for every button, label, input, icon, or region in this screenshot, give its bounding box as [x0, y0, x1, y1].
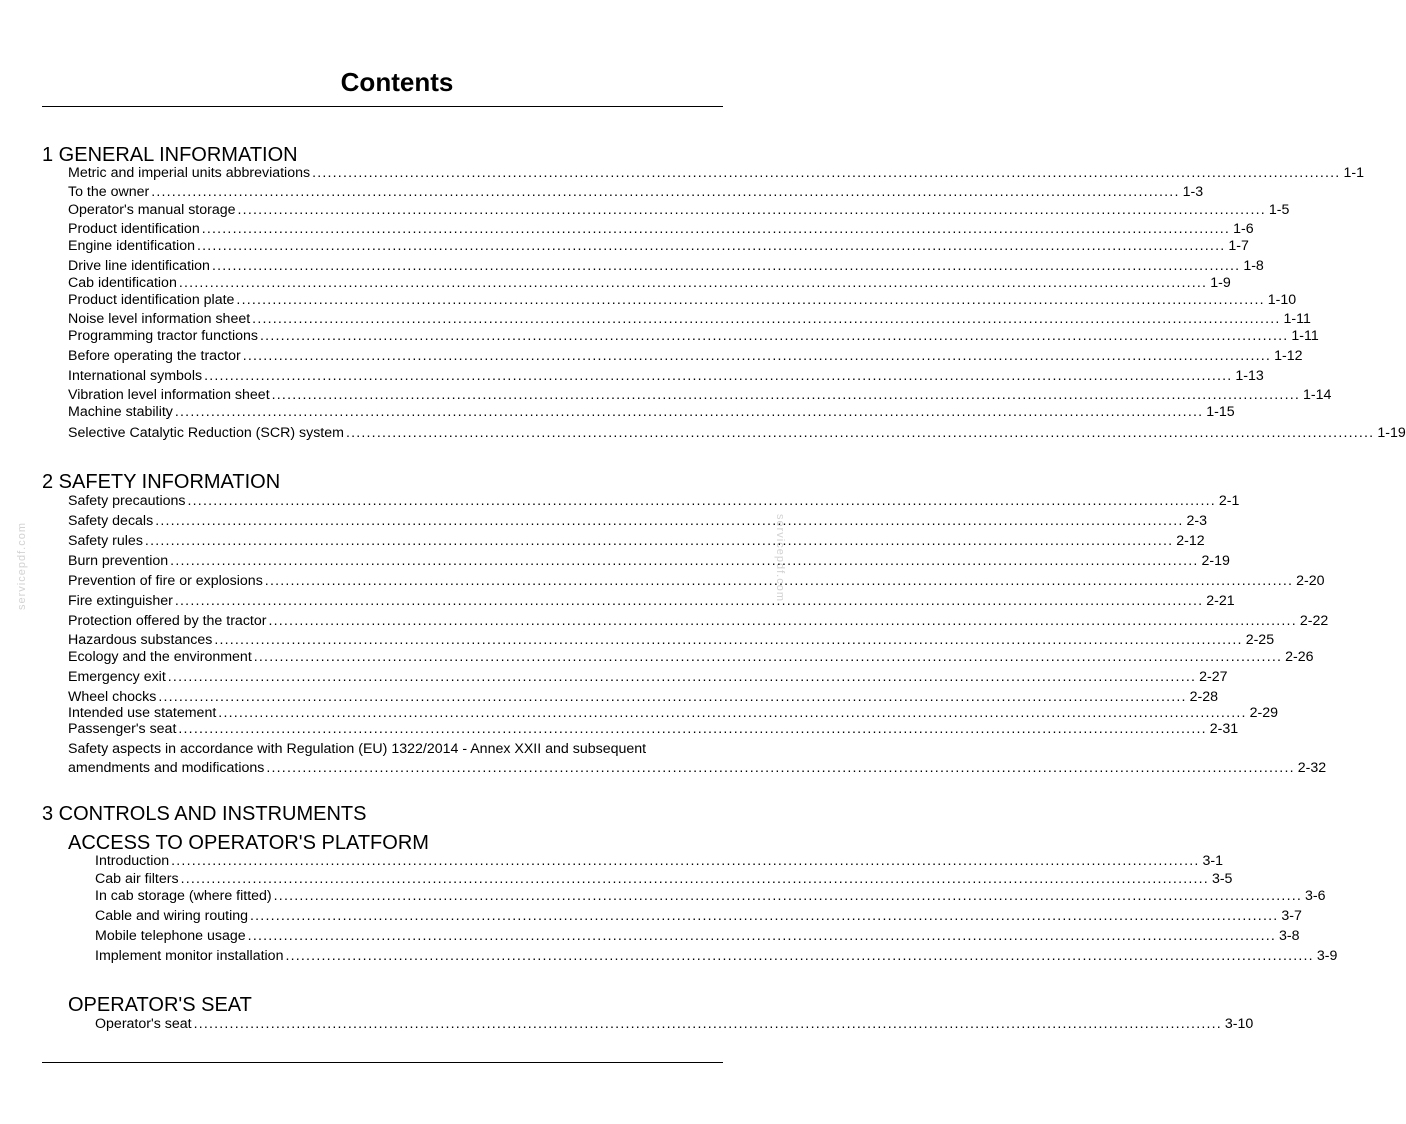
toc-entry-page: 3-9	[1316, 948, 1338, 964]
dot-leader: ........................................................................................................................................................................................................	[171, 853, 1200, 869]
toc-entry-label: Engine identification	[68, 238, 195, 254]
toc-entry[interactable]	[68, 274, 1231, 292]
toc-entry-label: In cab storage (where fitted)	[95, 888, 272, 904]
toc-entry-page: 2-22	[1299, 613, 1329, 629]
toc-entry-label: Protection offered by the tractor	[68, 613, 267, 629]
toc-entry-page: 1-11	[1291, 328, 1319, 344]
toc-entry-label: Passenger's seat	[68, 721, 177, 737]
toc-entry[interactable]	[95, 907, 1302, 925]
toc-entry-page: 2-29	[1249, 705, 1279, 721]
toc-entry-page: 1-11	[1283, 311, 1311, 327]
toc-entry-page: 1-9	[1210, 275, 1231, 291]
toc-entry[interactable]	[68, 532, 1205, 550]
toc-entry-page: 2-31	[1209, 721, 1239, 737]
toc-entry-page: 2-1	[1218, 493, 1240, 509]
toc-entry-label: Hazardous substances	[68, 632, 213, 648]
dot-leader: ........................................................................................................................................................................................................	[214, 632, 1243, 648]
toc-entry[interactable]	[68, 164, 1364, 182]
toc-entry-page: 1-3	[1182, 184, 1204, 200]
footer-divider	[42, 1062, 723, 1063]
dot-leader: ........................................................................................................................................................................................................	[174, 404, 1204, 420]
dot-leader: ........................................................................................................................................................................................................	[266, 760, 1295, 776]
toc-entry-page: 1-19	[1377, 425, 1406, 441]
toc-entry-page: 2-20	[1296, 573, 1325, 589]
dot-leader: ........................................................................................................................................................................................................	[180, 871, 1209, 887]
toc-entry-label: Cab identification	[68, 275, 177, 291]
toc-entry-page: 3-5	[1211, 871, 1233, 887]
toc-entry-page: 1-14	[1303, 387, 1332, 403]
dot-leader: ........................................................................................................................................................................................................	[312, 165, 1341, 181]
toc-entry-label: Intended use statement	[68, 705, 217, 721]
toc-entry-page: 2-12	[1176, 533, 1205, 549]
dot-leader: ........................................................................................................................................................................................................	[250, 908, 1279, 924]
toc-entry-label: Mobile telephone usage	[95, 928, 246, 944]
dot-leader: ........................................................................................................................................................................................................	[174, 593, 1204, 609]
toc-entry-label: Drive line identification	[68, 258, 210, 274]
toc-entry-label: Programming tractor functions	[68, 328, 259, 344]
section-heading-safety-information: 2 SAFETY INFORMATION	[42, 471, 281, 493]
toc-entry-label: Product identification plate	[68, 292, 235, 308]
toc-entry-page: 2-28	[1189, 689, 1219, 705]
toc-entry-page: 2-25	[1245, 632, 1275, 648]
toc-entry-label: Metric and imperial units abbreviations	[68, 165, 311, 181]
toc-entry-page: 3-6	[1305, 888, 1326, 904]
toc-entry[interactable]	[68, 220, 1254, 238]
toc-entry-page: 2-21	[1206, 593, 1235, 609]
dot-leader: ........................................................................................................................................................................................................	[271, 387, 1300, 403]
toc-entry-label: Noise level information sheet	[68, 311, 251, 327]
toc-entry[interactable]	[95, 887, 1326, 905]
toc-entry-label: International symbols	[68, 368, 203, 384]
toc-entry-page: 3-1	[1202, 853, 1224, 869]
toc-entry-page: 1-5	[1268, 202, 1290, 218]
dot-leader: ........................................................................................................................................................................................................	[253, 649, 1283, 665]
dot-leader: ........................................................................................................................................................................................................	[178, 275, 1208, 291]
toc-entry-label: Prevention of fire or explosions	[68, 573, 263, 589]
toc-entry-label: Vibration level information sheet	[68, 387, 270, 403]
header-divider	[42, 106, 723, 107]
dot-leader: ........................................................................................................................................................................................................	[187, 493, 1216, 509]
toc-entry-page: 1-7	[1228, 238, 1249, 254]
dot-leader: ........................................................................................................................................................................................................	[211, 258, 1241, 274]
dot-leader: ........................................................................................................................................................................................................	[167, 669, 1197, 685]
watermark-right: servicepdf.com	[773, 514, 786, 602]
dot-leader: ........................................................................................................................................................................................................	[151, 184, 1180, 200]
toc-entry[interactable]	[68, 668, 1228, 686]
toc-entry-label: Ecology and the environment	[68, 649, 252, 665]
toc-entry-label: Product identification	[68, 221, 200, 237]
toc-entry-page: 1-15	[1206, 404, 1235, 420]
section-heading-general-information: 1 GENERAL INFORMATION	[42, 144, 298, 166]
dot-leader: ........................................................................................................................................................................................................	[158, 689, 1187, 705]
toc-entry[interactable]	[68, 492, 1240, 510]
toc-entry-page: 1-6	[1233, 221, 1254, 237]
toc-entry[interactable]	[68, 648, 1314, 666]
toc-entry[interactable]	[68, 552, 1230, 570]
dot-leader: ........................................................................................................................................................................................................	[155, 513, 1184, 529]
toc-entry-label: Safety decals	[68, 513, 154, 529]
toc-entry[interactable]	[68, 592, 1235, 610]
toc-entry[interactable]	[95, 1015, 1254, 1033]
toc-entry[interactable]	[68, 720, 1239, 738]
toc-entry-label: Burn prevention	[68, 553, 169, 569]
toc-entry-label: Cab air filters	[95, 871, 179, 887]
toc-entry-label: To the owner	[68, 184, 150, 200]
toc-entry-label: Safety rules	[68, 533, 143, 549]
toc-entry[interactable]	[95, 852, 1224, 870]
dot-leader: ........................................................................................................................................................................................................	[170, 553, 1199, 569]
toc-entry-page: 2-27	[1199, 669, 1228, 685]
toc-entry-label: Selective Catalytic Reduction (SCR) system	[68, 425, 344, 441]
dot-leader: ........................................................................................................................................................................................................	[178, 721, 1207, 737]
toc-entry[interactable]	[95, 927, 1300, 945]
toc-entry-page: 1-1	[1343, 165, 1364, 181]
toc-entry[interactable]	[68, 403, 1235, 421]
dot-leader: ........................................................................................................................................................................................................	[345, 425, 1375, 441]
toc-entry[interactable]	[68, 424, 1406, 442]
toc-entry-label: Before operating the tractor	[68, 348, 241, 364]
page-title: Contents	[340, 67, 454, 97]
toc-entry-label: Safety precautions	[68, 493, 186, 509]
dot-leader: ........................................................................................................................................................................................................	[218, 705, 1247, 721]
toc-entry[interactable]	[68, 291, 1297, 309]
toc-entry-label: Emergency exit	[68, 669, 166, 685]
toc-entry-page: 1-12	[1274, 348, 1303, 364]
toc-entry[interactable]	[95, 870, 1233, 888]
toc-entry-page: 2-32	[1297, 760, 1327, 776]
toc-entry-page: 1-8	[1243, 258, 1264, 274]
dot-leader: ........................................................................................................................................................................................................	[268, 613, 1297, 629]
toc-entry[interactable]	[68, 327, 1319, 345]
toc-entry[interactable]	[68, 367, 1264, 385]
toc-entry-page: 1-10	[1267, 292, 1297, 308]
toc-entry[interactable]	[68, 759, 1327, 777]
toc-entry-page: 2-26	[1285, 649, 1314, 665]
toc-entry[interactable]	[68, 347, 1303, 365]
toc-entry-label: Introduction	[95, 853, 170, 869]
dot-leader: ........................................................................................................................................................................................................	[260, 328, 1289, 344]
toc-entry-label: Operator's manual storage	[68, 202, 236, 218]
toc-entry[interactable]	[68, 310, 1311, 328]
toc-entry[interactable]	[68, 631, 1275, 649]
toc-entry-label: Fire extinguisher	[68, 593, 173, 609]
dot-leader: ........................................................................................................................................................................................................	[144, 533, 1174, 549]
toc-entry[interactable]	[68, 183, 1204, 201]
toc-entry[interactable]	[68, 386, 1332, 404]
toc-entry-label[interactable]: Safety aspects in accordance with Regulation (EU) 1322/2014 - Annex XXII and subsequent	[68, 741, 647, 757]
dot-leader: ........................................................................................................................................................................................................	[197, 238, 1226, 254]
dot-leader: ........................................................................................................................................................................................................	[237, 202, 1266, 218]
toc-entry-page: 3-7	[1281, 908, 1302, 924]
toc-entry[interactable]	[68, 201, 1290, 219]
subsection-heading-access-to-operators-platform: ACCESS TO OPERATOR'S PLATFORM	[68, 832, 429, 854]
toc-entry-label: Wheel chocks	[68, 689, 157, 705]
toc-entry-label: Cable and wiring routing	[95, 908, 249, 924]
toc-entry[interactable]	[95, 947, 1338, 965]
section-heading-controls-and-instruments: 3 CONTROLS AND INSTRUMENTS	[42, 803, 367, 825]
dot-leader: ........................................................................................................................................................................................................	[285, 948, 1314, 964]
dot-leader: ........................................................................................................................................................................................................	[193, 1016, 1222, 1032]
toc-entry-page: 1-13	[1235, 368, 1264, 384]
toc-entry[interactable]	[68, 512, 1208, 530]
toc-entry[interactable]	[68, 237, 1249, 255]
toc-entry[interactable]	[68, 257, 1264, 275]
watermark-left: servicepdf.com	[15, 522, 28, 610]
dot-leader: ........................................................................................................................................................................................................	[242, 348, 1272, 364]
dot-leader: ........................................................................................................................................................................................................	[252, 311, 1281, 327]
toc-entry-page: 3-10	[1224, 1016, 1254, 1032]
dot-leader: ........................................................................................................................................................................................................	[273, 888, 1303, 904]
toc-entry[interactable]	[68, 572, 1325, 590]
toc-entry[interactable]	[68, 612, 1329, 630]
toc-entry-label: amendments and modifications	[68, 760, 265, 776]
dot-leader: ........................................................................................................................................................................................................	[204, 368, 1233, 384]
toc-entry-label: Machine stability	[68, 404, 173, 420]
dot-leader: ........................................................................................................................................................................................................	[264, 573, 1294, 589]
toc-entry-page: 2-3	[1186, 513, 1208, 529]
subsection-heading-operators-seat: OPERATOR'S SEAT	[68, 994, 252, 1016]
toc-entry-page: 3-8	[1279, 928, 1300, 944]
toc-entry-label: Operator's seat	[95, 1016, 192, 1032]
dot-leader: ........................................................................................................................................................................................................	[236, 292, 1265, 308]
toc-entry-page: 2-19	[1201, 553, 1230, 569]
dot-leader: ........................................................................................................................................................................................................	[201, 221, 1231, 237]
toc-entry-label: Implement monitor installation	[95, 948, 284, 964]
dot-leader: ........................................................................................................................................................................................................	[247, 928, 1277, 944]
